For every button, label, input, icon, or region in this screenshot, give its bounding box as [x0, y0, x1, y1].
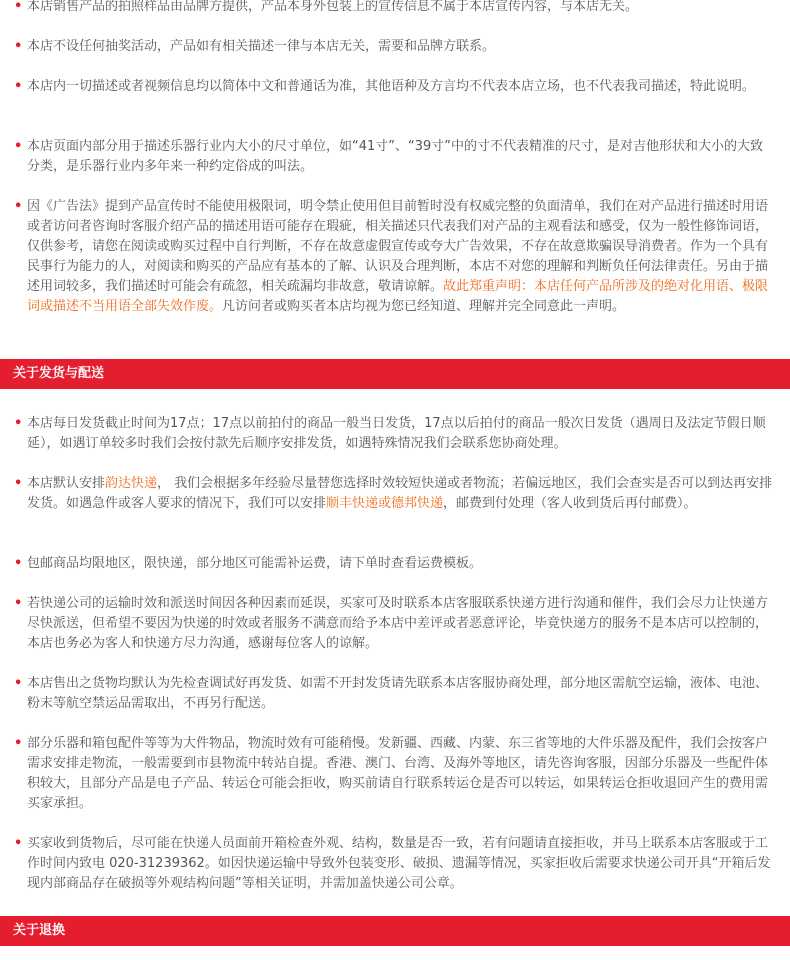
bullet-icon: •	[14, 39, 23, 54]
bullet-icon: •	[14, 476, 23, 491]
notice-item-photos	[14, 0, 774, 17]
notice-text: 本店内一切描述或者视频信息均以简体中文和普通话为准，其他语种及方言均不代表本店立场，也不代表我司描述，特此说明。	[27, 79, 756, 94]
carrier-text-middle: ， 我们会根据多年经验尽量替您选择时效较短快递或者物流；若偏远地区，我们会查实是否可以到达再安排发货。如遇急件或客人要求的情况下，我们可以安排	[27, 476, 773, 511]
carrier-highlight-yunda: 韵达快递	[105, 476, 158, 491]
bullet-icon: •	[14, 0, 23, 14]
notice-text	[14, 197, 774, 317]
section-header-shipping	[0, 359, 790, 389]
shipping-text: 本店售出之货物均默认为先检查调试好再发货、如需不开封发货请先联系本店客服协商处理，部分地区需航空运输，液体、电池、粉末等航空禁运品需取出，不再另行配送。	[27, 676, 769, 711]
shipping-text: 包邮商品均限地区，限快递，部分地区可能需补运费，请下单时查看运费模板。	[27, 556, 483, 571]
bullet-icon: •	[14, 556, 23, 571]
notice-text: 本店不设任何抽奖活动，产品如有相关描述一律与本店无关，需要和品牌方联系。	[27, 39, 496, 54]
statement-highlight: 故此郑重声明：本店任何产品所涉及的绝对化用语、极限词或描述不当用语全部失效作废。	[27, 279, 769, 314]
notice-item-size-units	[14, 137, 774, 177]
shipping-item-cutoff	[14, 414, 774, 454]
section-header-returns	[0, 916, 790, 946]
notice-text: 本店页面内部分用于描述乐器行业内大小的尺寸单位，如“41寸”、“39寸”中的寸不代表精准的尺寸，是对吉他形状和大小的大致分类，是乐器行业内多年来一种约定俗成的叫法。	[27, 139, 764, 174]
shipping-text: 若快递公司的运输时效和派送时间因各种因素而延误，买家可及时联系本店客服联系快递方进行沟通和催件，我们会尽力让快递方尽快派送，但希望不要因为快递的时效或者服务不满意而给予本店中差评或者恶意评论，毕竟快递方的服务不是本店可以控制的，本店也务必为客人和快递方尽力沟通，感谢每位客人的谅解。	[27, 596, 769, 651]
shipping-item-free-shipping	[14, 554, 774, 574]
shipping-item-carrier	[14, 474, 774, 514]
notice-text: 本店销售产品的拍照样品由品牌方提供，产品本身外包装上的宣传信息不属于本店宣传内容，与本店无关。	[27, 0, 639, 14]
shipping-item-inspection	[14, 674, 774, 714]
shipping-item-receipt-check	[14, 834, 774, 894]
bullet-icon: •	[14, 79, 23, 94]
shipping-text: 本店每日发货截止时间为17点；17点以前拍付的商品一般当日发货，17点以后拍付的商品一般次日发货（遇周日及法定节假日顺延），如遇订单较多时我们会按付款先后顺序安排发货，如遇特殊情况我们会联系您协商处理。	[27, 416, 766, 451]
section-title: 关于发货与配送	[13, 366, 105, 381]
section-title: 关于退换	[13, 923, 66, 938]
carrier-text-before: 本店默认安排	[27, 476, 106, 491]
notice-item-advertising-law	[14, 197, 774, 317]
bullet-icon: •	[14, 836, 23, 851]
shipping-item-large-items	[14, 734, 774, 814]
bullet-icon: •	[14, 416, 23, 431]
notice-item-lottery	[14, 37, 774, 57]
bullet-icon: •	[14, 736, 23, 751]
shipping-text: 部分乐器和箱包配件等等为大件物品，物流时效有可能稍慢。发新疆、西藏、内蒙、东三省等地的大件乐器及配件，我们会按客户需求安排走物流，一般需要到市县物流中转站自提。香港、澳门、台湾、及海外等地区，请先咨询客服，因部分乐器及一些配件体积较大，且部分产品是电子产品、转运仓可能会拒收，购买前请自行联系转运仓是否可以转运，如果转运仓拒收退回产生的费用需买家承担。	[27, 736, 769, 811]
shipping-text	[14, 474, 774, 514]
notice-item-language	[14, 77, 774, 97]
shipping-text: 买家收到货物后，尽可能在快递人员面前开箱检查外观、结构，数量是否一致，若有问题请直接拒收，并马上联系本店客服或于工作时间内致电 020-31239362。如因快递运输中导致外包装变形、破损、遗漏等情况，买家拒收后需要求快递公司开具“开箱后发现内部商品存在破损等外观结构问题”等相关证明，并需加盖快递公司公章。	[27, 836, 771, 891]
bullet-icon: •	[14, 676, 23, 691]
notice-text-after: 凡访问者或购买者本店均视为您已经知道、理解并完全同意此一声明。	[222, 299, 626, 314]
bullet-icon: •	[14, 596, 23, 611]
shipping-item-delay	[14, 594, 774, 654]
notice-text-before: 因《广告法》提到产品宣传时不能使用极限词，明令禁止使用但目前暂时没有权威完整的负面清单，我们在对产品进行描述时用语或者访问者咨询时客服介绍产品的描述用语可能存在瑕疵，相关描述只代表我们对产品的主观看法和感受，仅为一般性修饰词语，仅供参考，请您在阅读或购买过程中自行判断，不存在故意虚假宣传或夸大广告效果，不存在故意欺骗误导消费者。作为一个具有民事行为能力的人，对阅读和购买的产品应有基本的了解、认识及合理判断，本店不对您的理解和判断负任何法律责任。另由于描述用词较多，我们描述时可能会有疏忽，相关疏漏均非故意，敬请谅解。	[27, 199, 769, 294]
carrier-text-after: ，邮费到付处理（客人收到货后再付邮费）。	[443, 496, 697, 511]
carrier-highlight-sf-debang: 顺丰快递或德邦快递	[326, 496, 444, 511]
bullet-icon: •	[14, 199, 23, 214]
bullet-icon: •	[14, 139, 23, 154]
